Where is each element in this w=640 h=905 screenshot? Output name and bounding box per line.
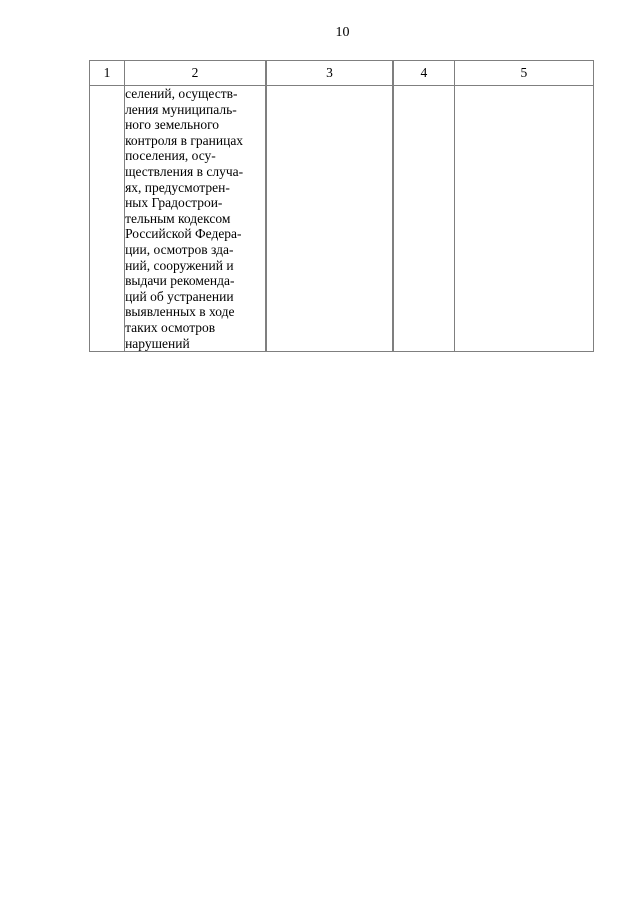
document-table	[89, 60, 594, 352]
cell-text-line: ного земельного	[125, 117, 220, 133]
cell-text-line: ления муниципаль-	[125, 101, 237, 117]
cell-text-line: нарушений	[125, 335, 190, 351]
column-header-3: 3	[266, 61, 393, 86]
cell-col-5	[454, 86, 593, 352]
cell-text-line: выявленных в ходе	[125, 304, 235, 320]
table-header-row	[90, 61, 594, 86]
column-header-4: 4	[393, 61, 454, 86]
cell-text-line: контроля в границах	[125, 132, 244, 148]
cell-text-line: ях, предусмотрен-	[125, 179, 230, 195]
cell-text-line: поселения, осу-	[125, 148, 216, 164]
cell-text-line: селений, осуществ-	[125, 86, 238, 101]
page-number: 10	[335, 25, 350, 40]
cell-text-line: выдачи рекоменда-	[125, 273, 235, 289]
cell-col-3	[266, 86, 393, 352]
cell-text-line: таких осмотров	[125, 319, 216, 335]
column-header-2: 2	[125, 61, 266, 86]
cell-text-line: ществления в случа-	[125, 163, 244, 179]
cell-col-2	[125, 86, 266, 352]
cell-text-line: ций об устранении	[125, 288, 234, 304]
cell-col-1	[90, 86, 125, 352]
cell-text-line: Российской Федера-	[125, 226, 242, 242]
cell-text-line: тельным кодексом	[125, 210, 231, 226]
table-row	[90, 86, 594, 352]
column-header-1: 1	[90, 61, 125, 86]
cell-text-line: ний, сооружений и	[125, 257, 234, 273]
column-header-5: 5	[454, 61, 593, 86]
cell-text-line: ции, осмотров зда-	[125, 241, 234, 257]
cell-col-4	[393, 86, 454, 352]
cell-text-line: ных Градострои-	[125, 195, 223, 211]
